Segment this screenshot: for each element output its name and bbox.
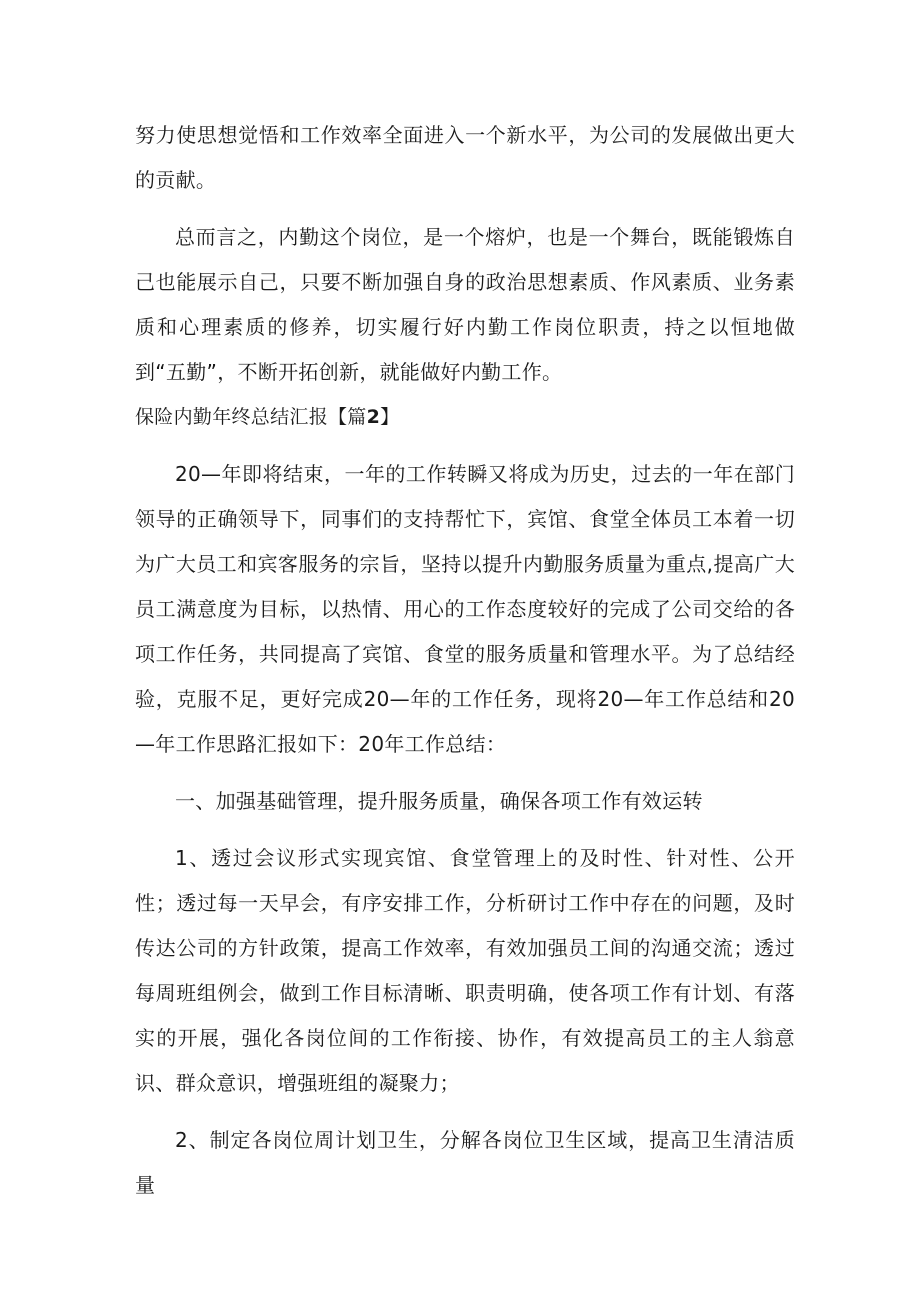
section-heading-number: 2 — [366, 406, 381, 428]
paragraph-item-2: 2、制定各岗位周计划卫生，分解各岗位卫生区域，提高卫生清洁质量 — [135, 1128, 795, 1197]
paragraph-subheading-1: 一、加强基础管理，提升服务质量，确保各项工作有效运转 — [175, 789, 703, 813]
paragraph-intro: 20—年即将结束，一年的工作转瞬又将成为历史，过去的一年在部门领导的正确领导下，同事们的支持帮忙下，宾馆、食堂全体员工本着一切为广大员工和宾客服务的宗旨，坚持以提升内勤服务质量为重点,提高广大员工满意度为目标，以热情、用心的工作态度较好的完成了公司交给的各项工作任务，共同提高了宾馆、食堂的服务质量和管理水平。为了总结经验，克服不足，更好完成20—年的工作任务，现将20—年工作总结和20—年工作思路汇报如下：20年工作总结： — [135, 462, 795, 756]
section-heading-close: 】 — [380, 406, 400, 428]
section-heading-title: 保险内勤年终总结汇报【篇 — [135, 406, 367, 428]
paragraph-item-1: 1、透过会议形式实现宾馆、食堂管理上的及时性、针对性、公开性；透过每一天早会，有序安排工作，分析研讨工作中存在的问题，及时传达公司的方针政策，提高工作效率，有效加强员工间的沟通交流；透过每周班组例会，做到工作目标清晰、职责明确，使各项工作有计划、有落实的开展，强化各岗位间的工作衔接、协作，有效提高员工的主人翁意识、群众意识，增强班组的凝聚力； — [135, 846, 795, 1095]
section-heading — [135, 395, 795, 440]
paragraph-contribution: 努力使思想觉悟和工作效率全面进入一个新水平，为公司的发展做出更大的贡献。 — [135, 123, 795, 192]
document-body — [135, 113, 795, 1208]
paragraph-summary: 总而言之，内勤这个岗位，是一个熔炉，也是一个舞台，既能锻炼自己也能展示自己，只要不断加强自身的政治思想素质、作风素质、业务素质和心理素质的修养，切实履行好内勤工作岗位职责，持之以恒地做到“五勤”，不断开拓创新，就能做好内勤工作。 — [135, 225, 795, 384]
